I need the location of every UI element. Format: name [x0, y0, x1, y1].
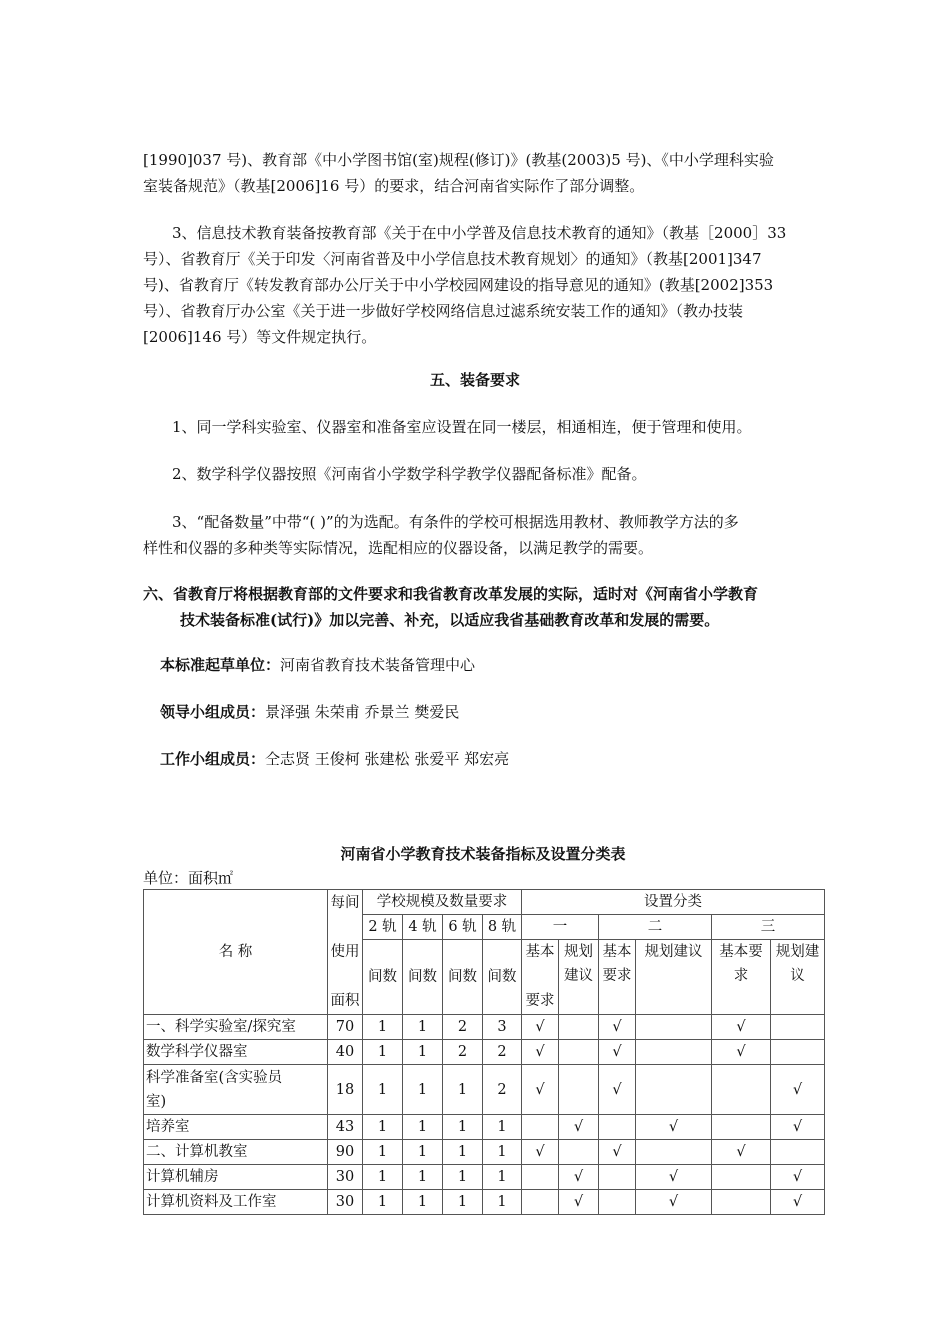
row-count: 1: [363, 1115, 403, 1140]
row-setting-check: [712, 1115, 771, 1140]
row-setting-check: [636, 1040, 712, 1065]
row-setting-check: √: [771, 1165, 825, 1190]
scale-2: 2 轨: [363, 915, 403, 940]
g1-basic: [522, 940, 559, 1015]
row-count: 1: [363, 1190, 403, 1215]
row-area: 70: [328, 1015, 363, 1040]
row-count: 1: [483, 1165, 522, 1190]
workers-label: 工作小组成员：: [160, 750, 266, 768]
g3-basic-line-1: 基本要: [719, 944, 763, 960]
row-count: 3: [483, 1015, 522, 1040]
row-setting-check: √: [559, 1190, 599, 1215]
g1-basic-line-1: 基本: [525, 944, 555, 960]
row-setting-check: [636, 1015, 712, 1040]
row-setting-check: √: [636, 1165, 712, 1190]
drafter-value: 河南省教育技术装备管理中心: [280, 656, 476, 674]
table-row: [144, 1140, 825, 1165]
section6-line-2: 技术装备标准(试行)》加以完善、补充，以适应我省基础教育改革和发展的需要。: [180, 611, 720, 629]
row-name-line-2: 室): [146, 1093, 167, 1110]
row-count: 2: [483, 1065, 522, 1115]
table-row: [144, 1115, 825, 1140]
row-setting-check: √: [636, 1190, 712, 1215]
table-row: [144, 1065, 825, 1115]
group-1: 一: [522, 915, 599, 940]
row-setting-check: √: [522, 1140, 559, 1165]
row-setting-check: [599, 1165, 636, 1190]
row-setting-check: √: [599, 1040, 636, 1065]
table-unit: 单位：面积㎡: [143, 869, 234, 887]
scale-8-unit: 间数: [483, 940, 522, 1015]
g2-plan: 规划建议: [636, 940, 712, 1015]
row-count: 2: [443, 1015, 483, 1040]
header-setting: 设置分类: [522, 890, 825, 915]
row-count: 1: [363, 1065, 403, 1115]
row-setting-check: [559, 1065, 599, 1115]
scale-8: 8 轨: [483, 915, 522, 940]
row-count: 1: [483, 1115, 522, 1140]
workers-line: [160, 745, 509, 773]
row-count: 1: [363, 1040, 403, 1065]
row-name: [144, 1065, 328, 1115]
table-row: [144, 1165, 825, 1190]
row-name: 计算机辅房: [144, 1165, 328, 1190]
row-count: 2: [483, 1040, 522, 1065]
row-setting-check: √: [559, 1165, 599, 1190]
row-count: 1: [483, 1190, 522, 1215]
leaders-line: [160, 698, 459, 726]
g1-plan: [559, 940, 599, 1015]
row-setting-check: [522, 1190, 559, 1215]
row-area: 40: [328, 1040, 363, 1065]
g3-plan-line-2: 议: [790, 968, 805, 984]
g2-basic-line-1: 基本: [602, 944, 632, 960]
row-name: 数学科学仪器室: [144, 1040, 328, 1065]
item3-line-3: 号)、省教育厅《转发教育部办公厅关于中小学校园网建设的指导意见的通知》(教基[2002]353: [143, 276, 774, 294]
leaders-label: 领导小组成员：: [160, 703, 266, 721]
drafter-label: 本标准起草单位：: [160, 656, 281, 674]
row-setting-check: [559, 1015, 599, 1040]
intro-line-2: 室装备规范》（教基[2006]16 号）的要求，结合河南省实际作了部分调整。: [143, 177, 645, 195]
drafter-line: [160, 651, 475, 679]
group-3: 三: [712, 915, 825, 940]
equipment-table: [143, 889, 825, 1215]
row-count: 1: [363, 1015, 403, 1040]
row-name: 一、科学实验室/探究室: [144, 1015, 328, 1040]
table-title: 河南省小学教育技术装备指标及设置分类表: [340, 845, 626, 863]
item3-line-4: 号）、省教育厅办公室《关于进一步做好学校网络信息过滤系统安装工作的通知》（教办技装: [143, 302, 744, 320]
row-count: 1: [443, 1065, 483, 1115]
g3-plan-line-1: 规划建: [775, 944, 820, 960]
row-count: 1: [403, 1190, 443, 1215]
group-2: 二: [599, 915, 712, 940]
row-setting-check: [522, 1115, 559, 1140]
row-count: 1: [403, 1115, 443, 1140]
row-setting-check: [712, 1190, 771, 1215]
row-setting-check: [712, 1165, 771, 1190]
row-area: 43: [328, 1115, 363, 1140]
intro-line-1: [1990]037 号)、教育部《中小学图书馆(室)规程(修订)》(教基(2003)5 号)、《中小学理科实验: [143, 151, 774, 169]
table-row: [144, 1015, 825, 1040]
row-count: 1: [443, 1190, 483, 1215]
row-name: 培养室: [144, 1115, 328, 1140]
g3-plan: [771, 940, 825, 1015]
header-area-line-1: 每间: [330, 895, 360, 911]
scale-6: 6 轨: [443, 915, 483, 940]
row-count: 1: [443, 1115, 483, 1140]
row-setting-check: [771, 1040, 825, 1065]
scale-4: 4 轨: [403, 915, 443, 940]
section5-item-2: 2、数学科学仪器按照《河南省小学数学科学教学仪器配备标准》配备。: [172, 465, 647, 483]
g2-basic-line-2: 要求: [602, 968, 632, 984]
row-area: 90: [328, 1140, 363, 1165]
table-body: [144, 1015, 825, 1215]
g2-basic: [599, 940, 636, 1015]
row-setting-check: √: [522, 1065, 559, 1115]
section5-item-1: 1、同一学科实验室、仪器室和准备室应设置在同一楼层，相通相连，便于管理和使用。: [172, 418, 752, 436]
header-area: [328, 890, 363, 1015]
row-setting-check: √: [771, 1190, 825, 1215]
row-setting-check: √: [771, 1115, 825, 1140]
g1-plan-line-1: 规划: [564, 944, 593, 960]
item3-line-1: 3、信息技术教育装备按教育部《关于在中小学普及信息技术教育的通知》（教基［2000］33: [172, 224, 787, 242]
row-count: 1: [363, 1165, 403, 1190]
header-area-line-3: 面积: [330, 993, 360, 1009]
row-setting-check: [599, 1190, 636, 1215]
row-count: 1: [403, 1040, 443, 1065]
row-setting-check: [712, 1065, 771, 1115]
item3-line-5: [2006]146 号）等文件规定执行。: [143, 328, 377, 346]
row-name: 二、计算机教室: [144, 1140, 328, 1165]
row-count: 2: [443, 1040, 483, 1065]
row-name: 计算机资料及工作室: [144, 1190, 328, 1215]
row-setting-check: √: [522, 1015, 559, 1040]
g3-basic-line-2: 求: [733, 968, 749, 984]
item3-line-2: 号）、省教育厅《关于印发〈河南省普及中小学信息技术教育规划〉的通知》（教基[2001]347: [143, 250, 762, 268]
row-setting-check: √: [559, 1115, 599, 1140]
section6-line-1: 六、省教育厅将根据教育部的文件要求和我省教育改革发展的实际，适时对《河南省小学教育: [143, 585, 759, 603]
row-setting-check: √: [522, 1040, 559, 1065]
row-count: 1: [403, 1165, 443, 1190]
row-count: 1: [403, 1065, 443, 1115]
row-setting-check: [559, 1140, 599, 1165]
table-row: [144, 1040, 825, 1065]
row-name-line-1: 科学准备室(含实验员: [146, 1069, 283, 1086]
workers-value: 仝志贤 王俊柯 张建松 张爱平 郑宏亮: [265, 750, 510, 768]
header-name: 名 称: [144, 890, 328, 1015]
row-setting-check: [771, 1015, 825, 1040]
row-setting-check: [636, 1065, 712, 1115]
scale-2-unit: 间数: [363, 940, 403, 1015]
row-area: 30: [328, 1190, 363, 1215]
row-setting-check: √: [636, 1115, 712, 1140]
row-setting-check: √: [599, 1140, 636, 1165]
row-count: 1: [443, 1140, 483, 1165]
row-area: 30: [328, 1165, 363, 1190]
row-count: 1: [363, 1140, 403, 1165]
table-row: [144, 1190, 825, 1215]
header-area-line-2: 使用: [330, 944, 360, 960]
row-setting-check: [522, 1165, 559, 1190]
leaders-value: 景泽强 朱荣甫 乔景兰 樊爱民: [265, 703, 460, 721]
row-count: 1: [403, 1140, 443, 1165]
g1-basic-line-2: 要求: [525, 993, 555, 1009]
g1-plan-line-2: 建议: [564, 968, 593, 984]
section5-item-3-line-2: 样性和仪器的多种类等实际情况，选配相应的仪器设备，以满足教学的需要。: [143, 539, 654, 557]
row-setting-check: √: [712, 1015, 771, 1040]
row-setting-check: [559, 1040, 599, 1065]
row-area: 18: [328, 1065, 363, 1115]
row-setting-check: √: [599, 1015, 636, 1040]
row-setting-check: √: [712, 1040, 771, 1065]
scale-6-unit: 间数: [443, 940, 483, 1015]
row-setting-check: √: [771, 1065, 825, 1115]
row-count: 1: [483, 1140, 522, 1165]
row-setting-check: [636, 1140, 712, 1165]
row-setting-check: [771, 1140, 825, 1165]
row-setting-check: [599, 1115, 636, 1140]
g3-basic: [712, 940, 771, 1015]
row-count: 1: [403, 1015, 443, 1040]
section5-item-3-line-1: 3、“配备数量”中带“( )”的为选配。有条件的学校可根据选用教材、教师教学方法的多: [172, 513, 739, 531]
section5-heading: 五、装备要求: [429, 371, 520, 389]
row-setting-check: √: [712, 1140, 771, 1165]
header-scale: 学校规模及数量要求: [363, 890, 522, 915]
row-count: 1: [443, 1165, 483, 1190]
scale-4-unit: 间数: [403, 940, 443, 1015]
row-setting-check: √: [599, 1065, 636, 1115]
